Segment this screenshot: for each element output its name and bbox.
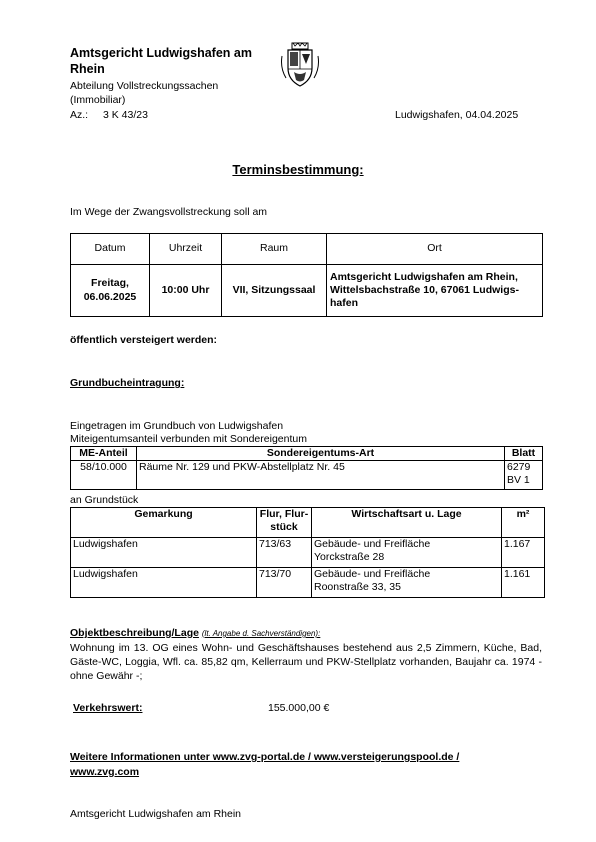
appointment-location: Amtsgericht Ludwigshafen am Rhein, Wittelsbachstraße 10, 67061 Ludwigs-hafen <box>327 265 543 317</box>
header-type: Sondereigentums-Art <box>137 447 505 461</box>
appointment-room: VII, Sitzungssaal <box>222 265 327 317</box>
intro-text: Im Wege der Zwangsvollstreckung soll am <box>70 206 268 218</box>
object-heading: Objektbeschreibung/Lage <box>70 627 199 639</box>
plot-intro: an Grundstück <box>70 494 139 506</box>
share-cell: 58/10.000 <box>71 461 137 490</box>
table-row <box>71 568 545 598</box>
court-name: Amtsgericht Ludwigshafen am Rhein <box>70 46 252 77</box>
gemarkung-cell: Ludwigshafen <box>71 568 257 598</box>
flur-cell: 713/63 <box>257 538 312 568</box>
department <box>70 80 270 107</box>
gemarkung-cell: Ludwigshafen <box>71 538 257 568</box>
az-label: Az.: <box>70 109 89 121</box>
art-type: Gebäude- und Freifläche <box>314 538 431 550</box>
az-value: 3 K 43/23 <box>103 109 148 121</box>
value-label: Verkehrswert: <box>73 702 143 714</box>
header-location: Ort <box>327 234 543 265</box>
public-auction-text: öffentlich versteigert werden: <box>70 334 218 346</box>
appointment-date: Freitag, 06.06.2025 <box>71 265 150 317</box>
header-flur: Flur, Flur-stück <box>257 508 312 538</box>
flur-cell: 713/70 <box>257 568 312 598</box>
place-date: Ludwigshafen, 04.04.2025 <box>395 109 519 121</box>
blatt-number: 6279 <box>507 461 531 474</box>
header-share: ME-Anteil <box>71 447 137 461</box>
header-date: Datum <box>71 234 150 265</box>
grundbuch-line1: Eingetragen im Grundbuch von Ludwigshafen <box>70 420 284 432</box>
page-title: Terminsbestimmung: <box>232 162 364 177</box>
department-line1: Abteilung Vollstreckungssachen <box>70 80 219 92</box>
grundbuch-heading: Grundbucheintragung: <box>70 377 185 389</box>
art-cell <box>312 568 502 598</box>
appointment-time: 10:00 Uhr <box>150 265 222 317</box>
coat-of-arms-icon <box>280 42 320 88</box>
header-gemarkung: Gemarkung <box>71 508 257 538</box>
value-amount: 155.000,00 € <box>268 702 330 714</box>
header-blatt: Blatt <box>505 447 543 461</box>
object-description: Wohnung im 13. OG eines Wohn- und Geschäftshauses bestehend aus 2,5 Zimmern, Küche, Bad, Gäste-WC, Loggia, Wfl. ca. 85,82 qm, Kellerraum und PKW-Stellplatz vorhanden, Baujahr ca. 1974 - ohne Gewähr -; <box>70 642 542 683</box>
footer-court: Amtsgericht Ludwigshafen am Rhein <box>70 808 242 820</box>
object-source-note: (lt. Angabe d. Sachverständigen): <box>201 629 321 638</box>
header-area: m² <box>502 508 545 538</box>
area-cell: 1.167 <box>502 538 545 568</box>
grundbuch-table <box>70 446 543 490</box>
art-cell <box>312 538 502 568</box>
grundbuch-line2: Miteigentumsanteil verbunden mit Sondereigentum <box>70 433 307 445</box>
plot-table <box>70 507 545 598</box>
art-type: Gebäude- und Freifläche <box>314 568 431 580</box>
header-time: Uhrzeit <box>150 234 222 265</box>
more-info-links[interactable]: Weitere Informationen unter www.zvg-portal.de / www.versteigerungspool.de / www.zvg.com <box>70 751 460 778</box>
appointment-table <box>70 233 543 317</box>
type-cell: Räume Nr. 129 und PKW-Abstellplatz Nr. 45 <box>137 461 505 490</box>
art-address: Yorckstraße 28 <box>314 551 385 564</box>
object-heading-line <box>70 627 320 640</box>
header-room: Raum <box>222 234 327 265</box>
art-address: Roonstraße 33, 35 <box>314 581 401 594</box>
area-cell: 1.161 <box>502 568 545 598</box>
blatt-bv: BV 1 <box>507 474 530 487</box>
table-row <box>71 538 545 568</box>
department-line2: (Immobiliar) <box>70 93 126 106</box>
header-art: Wirtschaftsart u. Lage <box>312 508 502 538</box>
table-row <box>71 461 543 490</box>
blatt-cell <box>505 461 543 490</box>
